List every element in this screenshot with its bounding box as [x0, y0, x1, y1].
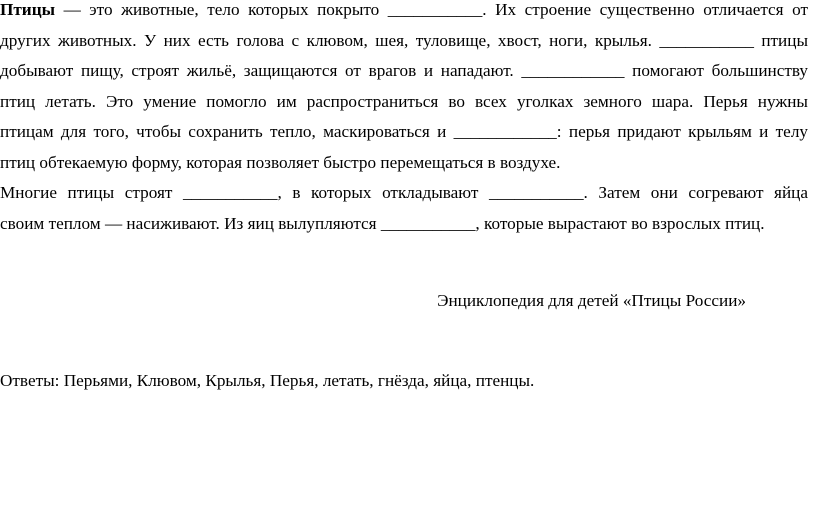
paragraph-nesting	[0, 178, 808, 239]
paragraph-line: Многие птицы строят ___________, в которых откладывают ___________. Затем они согревают яйца	[0, 183, 808, 202]
line-text: — это животные, тело которых покрыто ___________. Их строение существенно отличается от	[55, 0, 808, 19]
term-birds: Птицы	[0, 0, 56, 19]
paragraph-line	[0, 0, 808, 26]
paragraph-line: птиц обтекаемую форму, которая позволяет быстро перемещаться в воздухе.	[0, 152, 561, 172]
paragraph-line: добывают пищу, строят жильё, защищаются от врагов и нападают. ____________ помогают большинству	[0, 61, 808, 80]
paragraph-line: своим теплом — насиживают. Из яиц вылупляются ___________, которые вырастают во взрослых птиц.	[0, 213, 765, 233]
paragraph-birds-description	[0, 0, 808, 178]
source-citation: Энциклопедия для детей «Птицы России»	[437, 291, 746, 310]
paragraph-line: птиц летать. Это умение помогло им распространиться во всех уголках земного шара. Перья нужны	[0, 91, 808, 111]
paragraph-line: других животных. У них есть голова с клювом, шея, туловище, хвост, ноги, крылья. ___________ птицы	[0, 30, 808, 50]
answers-line: Ответы: Перьями, Клювом, Крылья, Перья, летать, гнёзда, яйца, птенцы.	[0, 371, 535, 390]
paragraph-line: птицам для того, чтобы сохранить тепло, маскироваться и ____________: перья придают крыльям и телу	[0, 122, 808, 141]
